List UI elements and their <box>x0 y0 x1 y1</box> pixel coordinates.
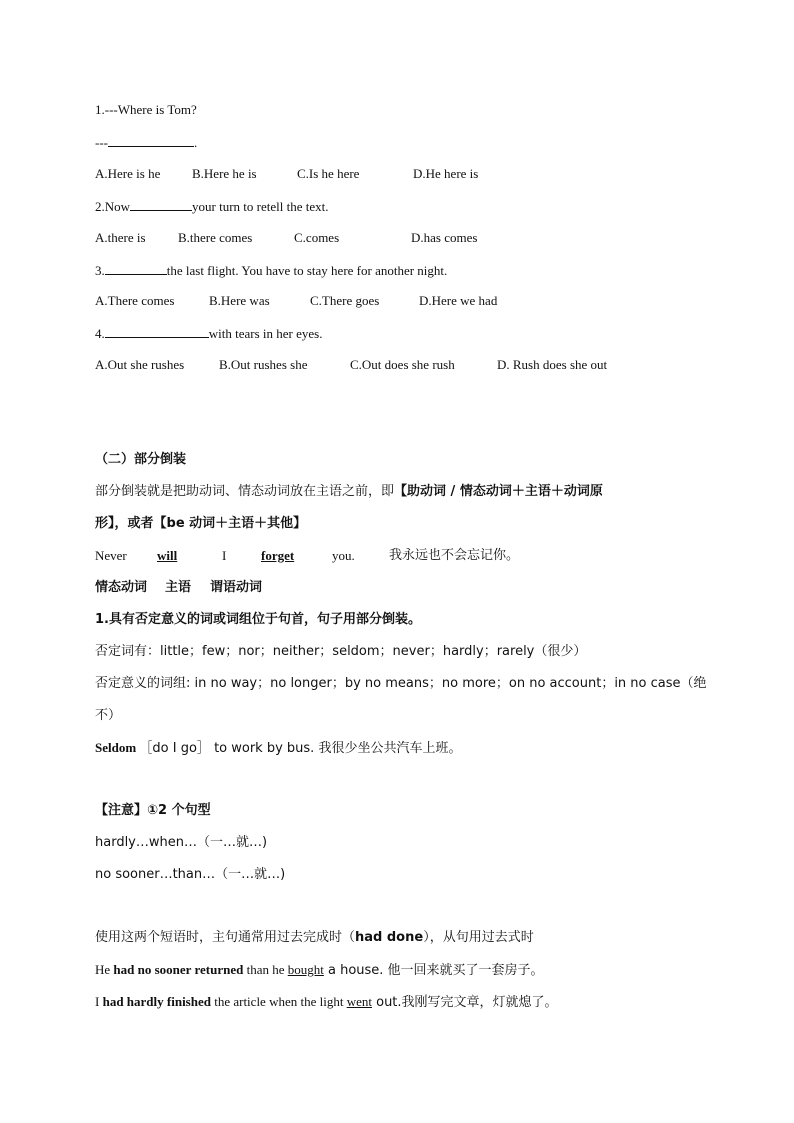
note-heading: 【注意】①2 个句型 <box>95 803 211 818</box>
circled-one: ① <box>147 803 159 818</box>
usage-note: 使用这两个短语时，主句通常用过去完成时（had done），从句用过去式时 <box>95 930 534 945</box>
pattern-hardly-when: hardly…when…（一…就…) <box>95 835 268 850</box>
q1-option-b: B.Here he is <box>192 166 257 181</box>
q3-option-b: B.Here was <box>209 293 270 308</box>
q2-option-b: B.there comes <box>178 230 253 245</box>
q4-stem: 4. with tears in her eyes. <box>95 326 323 341</box>
example-hardly: I had hardly finished the article when the light went out.我刚写完文章，灯就熄了。 <box>95 994 558 1010</box>
q1-reply: --- . <box>95 135 198 150</box>
q4-options <box>95 357 695 373</box>
q1-option-a: A.Here is he <box>95 166 161 181</box>
q4-option-a: A.Out she rushes <box>95 357 185 372</box>
q3-option-c: C.There goes <box>310 293 380 308</box>
negative-words: 否定词有：little；few；nor；neither；seldom；never；hardly；rarely（很少） <box>95 644 587 659</box>
q1-blank <box>108 134 194 147</box>
rule-1: 1.具有否定意义的词或词组位于句首，句子用部分倒装。 <box>95 612 421 627</box>
q3-option-a: A.There comes <box>95 293 175 308</box>
q1-stem: 1.---Where is Tom? <box>95 102 197 117</box>
q4-blank <box>105 325 209 338</box>
negative-phrases-line-1: 否定意义的词组: in no way；no longer；by no means；no more；on no account；in no case（绝 <box>95 676 707 691</box>
negative-phrases-line-2: 不） <box>95 708 122 723</box>
q2-option-c: C.comes <box>294 230 340 245</box>
pattern-no-sooner-than: no sooner…than…（一…就…) <box>95 867 286 882</box>
q1-option-d: D.He here is <box>413 166 479 181</box>
section-title: （二）部分倒装 <box>95 452 187 467</box>
q4-option-d: D. Rush does she out <box>497 357 608 372</box>
q4-option-c: C.Out does she rush <box>350 357 455 372</box>
grammar-labels: 情态动词 主语 谓语动词 <box>95 580 263 595</box>
q3-option-d: D.Here we had <box>419 293 498 308</box>
q2-stem: 2.Now your turn to retell the text. <box>95 199 329 214</box>
q2-blank <box>130 198 192 211</box>
example-never: Never will I forget you. 我永远也不会忘记你。 <box>95 548 520 563</box>
q1-option-c: C.Is he here <box>297 166 360 181</box>
q1-options <box>95 166 695 182</box>
definition-line-2: 形】，或者【be 动词＋主语＋其他】 <box>95 516 307 531</box>
seldom-example: Seldom ［do I go］ to work by bus. 我很少坐公共汽车上班。 <box>95 740 462 756</box>
example-no-sooner: He had no sooner returned than he bought a house. 他一回来就买了一套房子。 <box>95 962 544 978</box>
q2-option-a: A.there is <box>95 230 146 245</box>
q3-options <box>95 293 695 309</box>
q2-options <box>95 230 695 246</box>
definition-line-1: 部分倒装就是把助动词、情态动词放在主语之前，即【助动词 / 情态动词＋主语＋动词原 <box>95 484 603 499</box>
q3-blank <box>105 262 167 275</box>
q3-stem: 3. the last flight. You have to stay here for another night. <box>95 263 448 278</box>
q4-option-b: B.Out rushes she <box>219 357 308 372</box>
q2-option-d: D.has comes <box>411 230 478 245</box>
